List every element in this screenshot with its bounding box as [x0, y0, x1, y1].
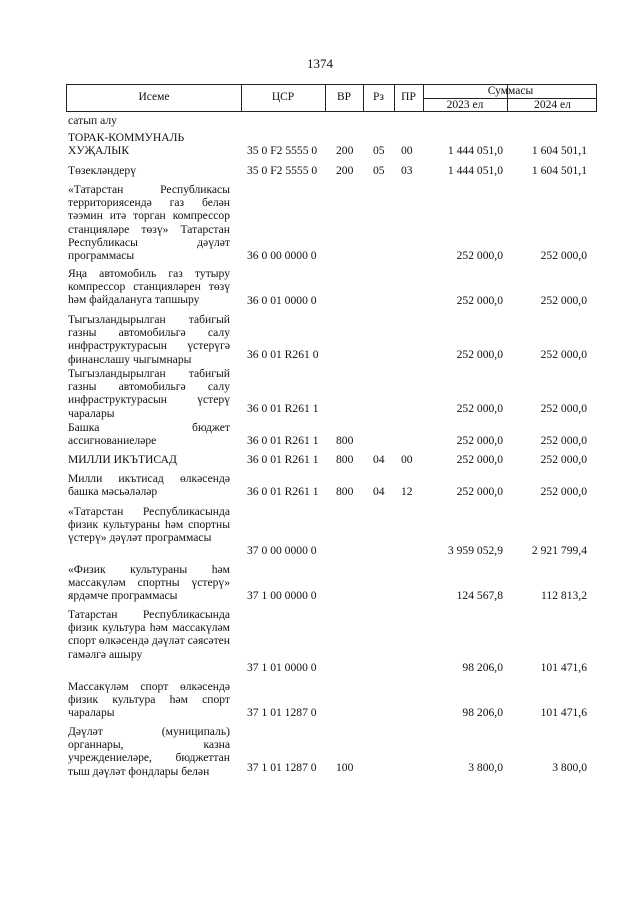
table-row-sum-2024: 252 000,0: [540, 402, 587, 415]
table-row-rz: 04: [373, 485, 385, 498]
table-row-csr: 37 0 00 0000 0: [247, 544, 317, 557]
table-row-csr: 35 0 F2 5555 0: [247, 144, 318, 157]
table-row-vr: 200: [336, 164, 354, 177]
table-row-pr: 03: [401, 164, 413, 177]
table-row-vr: 100: [336, 761, 354, 774]
table-row-name: Массакүләм спорт өлкәсендә физик культура һәм спорт чаралары: [68, 680, 230, 720]
header-name: Исеме: [138, 91, 170, 103]
header-year-2024: 2024 ел: [534, 99, 571, 111]
table-row-sum-2023: 98 206,0: [462, 661, 503, 674]
table-row-sum-2024: 3 800,0: [552, 761, 587, 774]
table-row-csr: 36 0 01 R261 1: [247, 402, 319, 415]
table-row-name: МИЛЛИ ИКЪТИСАД: [68, 453, 177, 466]
table-row-csr: 36 0 01 R261 1: [247, 485, 319, 498]
table-row-csr: 37 1 00 0000 0: [247, 589, 317, 602]
table-row-csr: 37 1 01 1287 0: [247, 706, 317, 719]
table-row-name: «Физик культураны һәм массакүләм спортны үстерү» ярдәмче программасы: [68, 563, 230, 603]
table-row-name: Төзекләндерү: [68, 164, 137, 177]
table-row-sum-2024: 252 000,0: [540, 453, 587, 466]
table-row-name: Дәүләт (муниципаль) органнары, казна учреждениеләре, бюджеттан тыш дәүләт фондлары белән: [68, 725, 230, 778]
table-row-pr: 12: [401, 485, 413, 498]
table-row-sum-2023: 3 959 052,9: [447, 544, 503, 557]
table-row-sum-2023: 252 000,0: [456, 348, 503, 361]
table-row-csr: 36 0 01 R261 1: [247, 453, 319, 466]
table-row-pr: 00: [401, 453, 413, 466]
table-row-sum-2024: 252 000,0: [540, 294, 587, 307]
table-row-rz: 05: [373, 164, 385, 177]
table-row-sum-2024: 252 000,0: [540, 434, 587, 447]
table-row-sum-2023: 98 206,0: [462, 706, 503, 719]
table-row-sum-2024: 252 000,0: [540, 348, 587, 361]
table-row-csr: 36 0 00 0000 0: [247, 249, 317, 262]
table-row-csr: 36 0 01 R261 1: [247, 434, 319, 447]
table-row-sum-2023: 3 800,0: [468, 761, 503, 774]
table-row-name: «Татарстан Республикасы территориясендә газ белән тәэмин итә торган компрессор станцияләре төзү» Татарстан Республикасы дәүләт программасы: [68, 183, 230, 263]
table-row-sum-2023: 252 000,0: [456, 249, 503, 262]
table-row-csr: 37 1 01 0000 0: [247, 661, 317, 674]
table-row-vr: 800: [336, 434, 354, 447]
header-rz: Рз: [373, 91, 384, 103]
table-row-vr: 800: [336, 453, 354, 466]
table-row-vr: 200: [336, 144, 354, 157]
table-row-sum-2024: 252 000,0: [540, 249, 587, 262]
table-row-name: Татарстан Республикасында физик культура һәм массакүләм спорт өлкәсендә дәүләт сәясәтен гамәлгә ашыру: [68, 608, 230, 661]
table-row-name: Башка бюджет ассигнованиеләре: [68, 421, 230, 448]
table-row-name: Тыгызландырылган табигый газны автомобильгә салу инфраструктурасын үстерүгә финанслашу чыгымнары: [68, 313, 230, 366]
table-row-name: Тыгызландырылган табигый газны автомобильгә салу инфраструктурасын үстерү чаралары: [68, 367, 230, 420]
page-number: 1374: [307, 56, 333, 71]
table-row-csr: 37 1 01 1287 0: [247, 761, 317, 774]
table-row-name: ТОРАК-КОММУНАЛЬ ХУҖАЛЫК: [68, 131, 185, 158]
table-row-sum-2024: 252 000,0: [540, 485, 587, 498]
table-row-name: сатып алу: [68, 114, 117, 127]
header-year-2023: 2023 ел: [446, 99, 484, 111]
table-row-sum-2024: 2 921 799,4: [531, 544, 587, 557]
table-row-sum-2023: 1 444 051,0: [447, 144, 503, 157]
table-row-csr: 36 0 01 0000 0: [247, 294, 317, 307]
table-row-sum-2023: 252 000,0: [456, 453, 503, 466]
header-sums: Суммасы: [487, 85, 534, 97]
table-row-rz: 04: [373, 453, 385, 466]
table-row-sum-2023: 1 444 051,0: [447, 164, 503, 177]
table-row-sum-2024: 101 471,6: [540, 706, 587, 719]
table-row-sum-2024: 1 604 501,1: [531, 144, 587, 157]
table-row-csr: 35 0 F2 5555 0: [247, 164, 318, 177]
table-row-sum-2023: 124 567,8: [456, 589, 503, 602]
table-row-sum-2023: 252 000,0: [456, 402, 503, 415]
header-vr: ВР: [336, 91, 352, 103]
table-row-rz: 05: [373, 144, 385, 157]
table-row-sum-2024: 1 604 501,1: [531, 164, 587, 177]
table-row-sum-2023: 252 000,0: [456, 485, 503, 498]
header-csr: ЦСР: [271, 91, 295, 103]
table-row-csr: 36 0 01 R261 0: [247, 348, 319, 361]
table-row-sum-2023: 252 000,0: [456, 434, 503, 447]
table-row-sum-2023: 252 000,0: [456, 294, 503, 307]
header-pr: ПР: [401, 91, 416, 103]
table-row-name: Милли икътисад өлкәсендә башка мәсьәләләр: [68, 472, 230, 499]
table-row-sum-2024: 101 471,6: [540, 661, 587, 674]
table-row-name: «Татарстан Республикасында физик культураны һәм спортны үстерү» дәүләт программасы: [68, 505, 230, 545]
table-row-vr: 800: [336, 485, 354, 498]
table-row-name: Яңа автомобиль газ тутыру компрессор станцияләрен төзү һәм файдалануга тапшыру: [68, 267, 230, 307]
table-row-sum-2024: 112 813,2: [541, 589, 587, 602]
table-row-pr: 00: [401, 144, 413, 157]
